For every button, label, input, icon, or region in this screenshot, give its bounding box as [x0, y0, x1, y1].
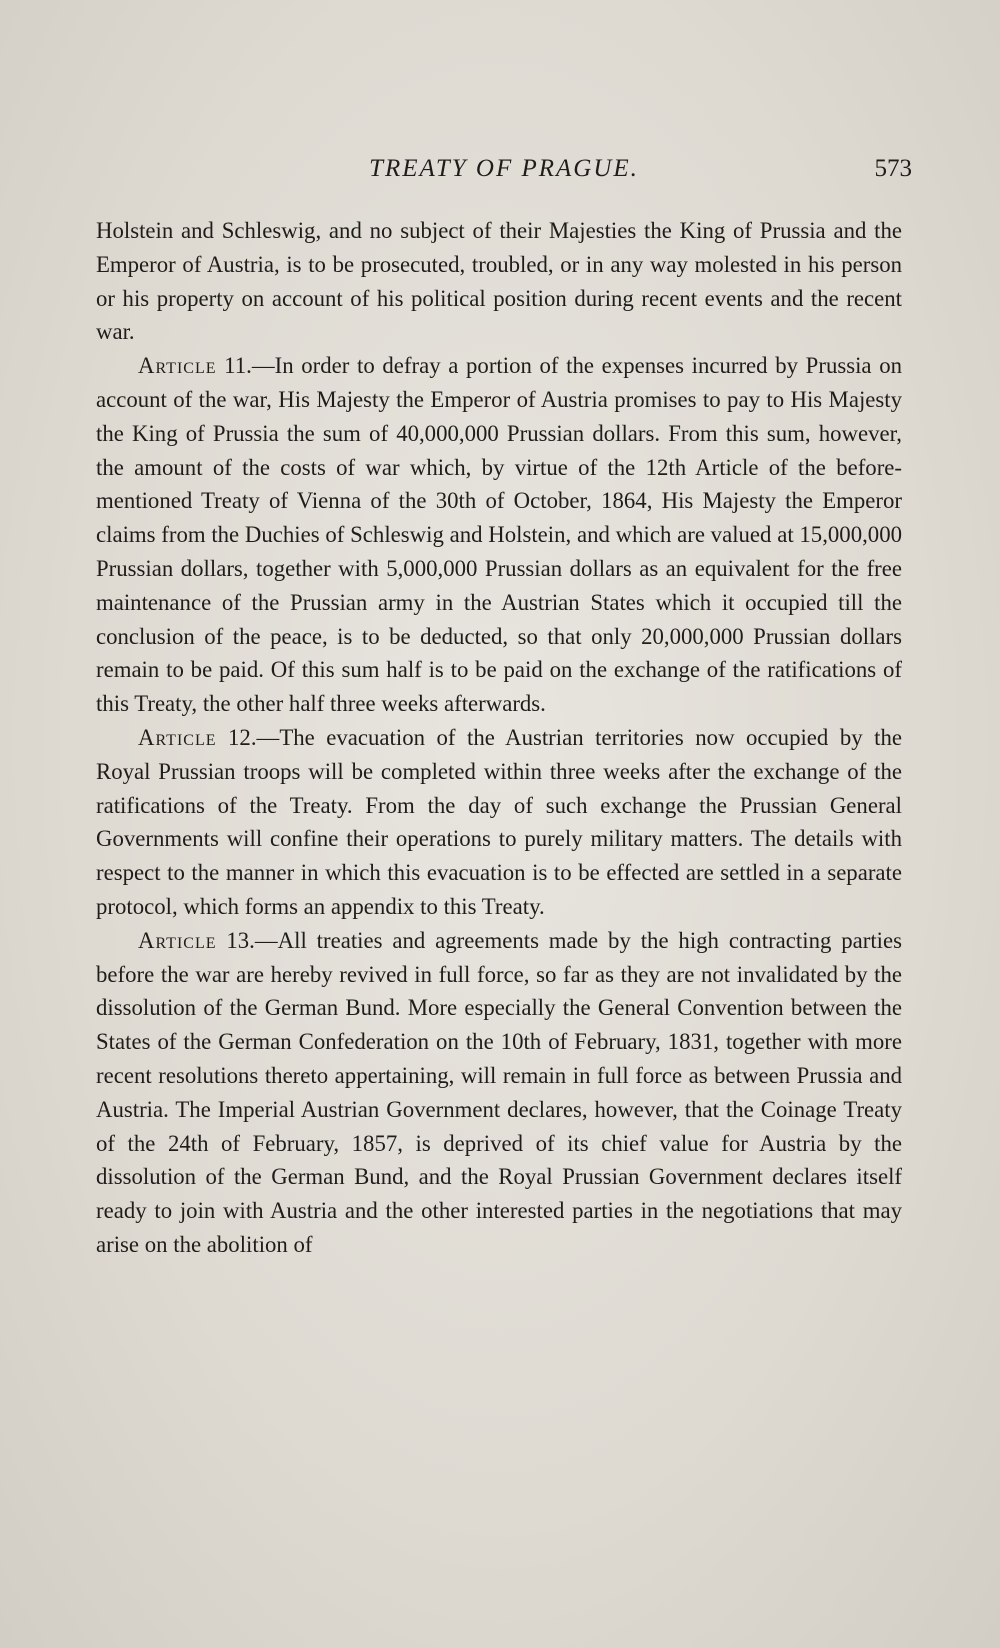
body-text — [96, 214, 902, 1262]
article-12-text: —The evacuation of the Austrian territories now occupied by the Royal Prussian troops will be completed within three weeks after the exchange of the ratifications of the Treaty. From the day of such exchange the Prussian General Governments will confine their operations to purely military matters. The details with respect to the manner in which this evacuation is to be effected are settled in a separate protocol, which forms an appendix to this Treaty. — [96, 724, 902, 919]
article-12-label: Article — [138, 724, 217, 750]
article-13-text: —All treaties and agreements made by the high contracting parties before the war are hereby revived in full force, so far as they are not invalidated by the dissolution of the German Bund. More especially the General Convention between the States of the German Confederation on the 10th of February, 1831, together with more recent resolutions thereto appertaining, will remain in full force as between Prussia and Austria. The Imperial Austrian Government declares, however, that the Coinage Treaty of the 24th of February, 1857, is deprived of its chief value for Austria by the dissolution of the German Bund, and the Royal Prussian Government declares itself ready to join with Austria and the other interested parties in the negotiations that may arise on the abolition of — [96, 927, 902, 1257]
article-11-paragraph — [96, 349, 902, 721]
article-12-number: 12. — [228, 724, 257, 750]
running-title: TREATY OF PRAGUE. — [369, 155, 639, 182]
article-12-paragraph — [96, 721, 902, 924]
article-11-label: Article — [138, 353, 217, 379]
article-11-text: —In order to defray a portion of the expenses incurred by Prussia on account of the war, His Majesty the Emperor of Austria promises to pay to His Majesty the King of Prussia the sum of 40,000,000 Prussian dollars. From this sum, however, the amount of the costs of war which, by virtue of the 12th Article of the before-mentioned Treaty of Vienna of the 30th of October, 1864, His Majesty the Emperor claims from the Duchies of Schleswig and Holstein, and which are valued at 15,000,000 Prussian dollars, together with 5,000,000 Prussian dollars as an equivalent for the free maintenance of the Prussian army in the Austrian States which it occupied till the conclusion of the peace, is to be deducted, so that only 20,000,000 Prussian dollars remain to be paid. Of this sum half is to be paid on the exchange of the ratifications of this Treaty, the other half three weeks afterwards. — [96, 353, 902, 717]
continuation-paragraph: Holstein and Schleswig, and no subject of their Majesties the King of Prussia and the Emperor of Austria, is to be prosecuted, troubled, or in any way molested in his person or his property on account of his political position during recent events and the recent war. — [96, 218, 902, 345]
article-13-paragraph — [96, 924, 902, 1262]
page-header — [96, 155, 912, 191]
page-number: 573 — [874, 155, 912, 182]
article-13-label: Article — [138, 927, 217, 953]
article-13-number: 13. — [226, 927, 255, 953]
article-11-number: 11. — [224, 353, 252, 379]
